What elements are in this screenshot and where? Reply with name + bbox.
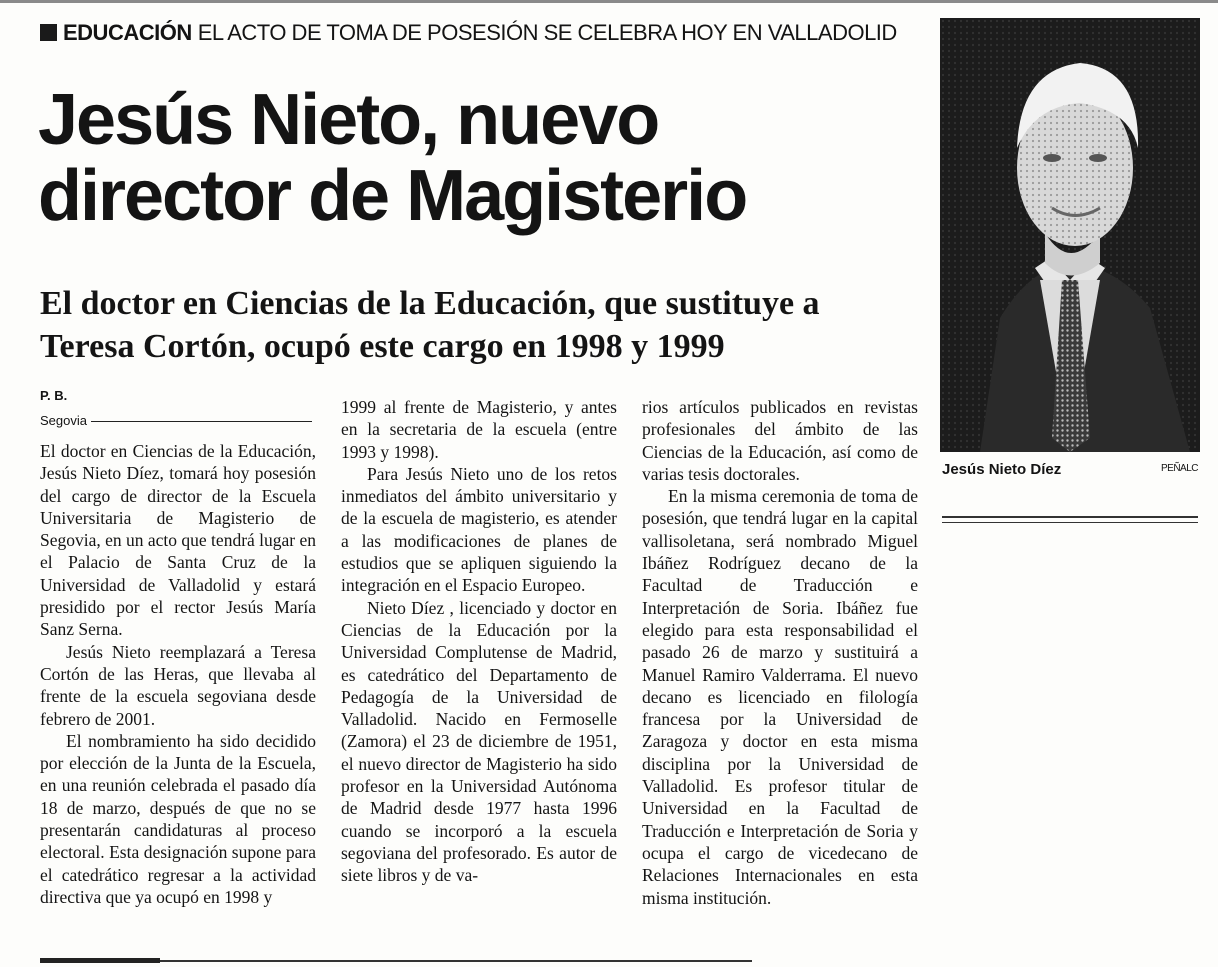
subheadline-line-1: El doctor en Ciencias de la Educación, que sustituye a — [40, 285, 820, 322]
subheadline — [40, 282, 920, 368]
headline-line-1: Jesús Nieto, nuevo — [38, 80, 659, 160]
headline-line-2: director de Magisterio — [38, 156, 747, 236]
paragraph: El doctor en Ciencias de la Educación, Jesús Nieto Díez, tomará hoy posesión del cargo de director de la Escuela Universitaria de Magisterio de Segovia, en un acto que tendrá lugar en el Palacio de Santa Cruz de la Universidad de Valladolid y estará presidido por el rector Jesús María Sanz Serna. — [40, 441, 317, 640]
paragraph: Jesús Nieto reemplazará a Teresa Cortón de las Heras, que llevaba al frente de la escuela segoviana desde febrero de 2001. — [40, 641, 316, 729]
portrait-image — [940, 18, 1200, 452]
paragraph: 1999 al frente de Magisterio, y antes en la secretaria de la escuela (entre 1993 y 1998). — [341, 397, 617, 462]
headline — [38, 82, 918, 234]
kicker-square-icon — [40, 24, 57, 41]
portrait-photo — [940, 18, 1200, 452]
kicker-text: EL ACTO DE TOMA DE POSESIÓN SE CELEBRA HOY EN VALLADOLID — [197, 20, 897, 45]
sidebar-double-rule — [942, 516, 1198, 523]
photo-caption — [942, 460, 1198, 479]
kicker-line — [40, 18, 920, 48]
paragraph: Para Jesús Nieto uno de los retos inmediatos del ámbito universitario y de la escuela de magisterio, es atender a las modificaciones de planes de estudios que se apliquen siguiendo la integración en el Espacio Europeo. — [341, 463, 617, 596]
paragraph: rios artículos publicados en revistas profesionales del ámbito de las Ciencias de la Educación, así como de varias tesis doctorales. — [642, 397, 918, 484]
byline-author: P. B. — [40, 388, 68, 403]
kicker-section: EDUCACIÓN — [63, 20, 192, 45]
top-border-rule — [0, 0, 1218, 3]
article-column-2 — [341, 396, 617, 887]
photo-credit: PEÑALC — [1160, 463, 1198, 474]
byline-location: Segovia — [40, 413, 91, 429]
paragraph: Nieto Díez , licenciado y doctor en Ciencias de la Educación por la Universidad Complutense de Madrid, es catedrático del Departamento de Pedagogía de la Universidad de Valladolid. Nacido en Fermoselle (Zamora) el 23 de diciembre de 1951, el nuevo director de Magisterio ha sido profesor en la Universidad Autónoma de Madrid desde 1977 hasta 1996 cuando se incorporó a la escuela segoviana del profesorado. Es autor de siete libros y de va- — [341, 597, 617, 886]
bottom-rule-thick — [40, 958, 160, 963]
paragraph: El nombramiento ha sido decidido por elección de la Junta de la Escuela, en una reunión celebrada el pasado día 18 de marzo, después de que no se presentarán candidaturas al proceso electoral. Esta designación supone para el catedrático regresar a la actividad directiva que ya ocupó en 1998 y — [40, 730, 316, 907]
article-column-1 — [40, 440, 316, 908]
subheadline-line-2: Teresa Cortón, ocupó este cargo en 1998 y 1999 — [40, 328, 725, 365]
paragraph: En la misma ceremonia de toma de posesión, que tendrá lugar en la capital vallisoletana, será nombrado Miguel Ibáñez Rodríguez decano de la Facultad de Traducción e Interpretación de Soria. Ibáñez fue elegido para esta responsabilidad el pasado 26 de marzo y sustituirá a Manuel Ramiro Valderrama. El nuevo decano es licenciado en filología francesa por la Universidad de Zaragoza y doctor en esta misma disciplina por la Universidad de Valladolid. Es profesor titular de Universidad en la Facultad de Traducción e Interpretación de Soria y ocupa el cargo de vicedecano de Relaciones Internacionales en esta misma institución. — [642, 486, 918, 908]
byline — [40, 388, 312, 428]
caption-name: Jesús Nieto Díez — [942, 461, 1062, 478]
article-column-3 — [642, 396, 918, 909]
